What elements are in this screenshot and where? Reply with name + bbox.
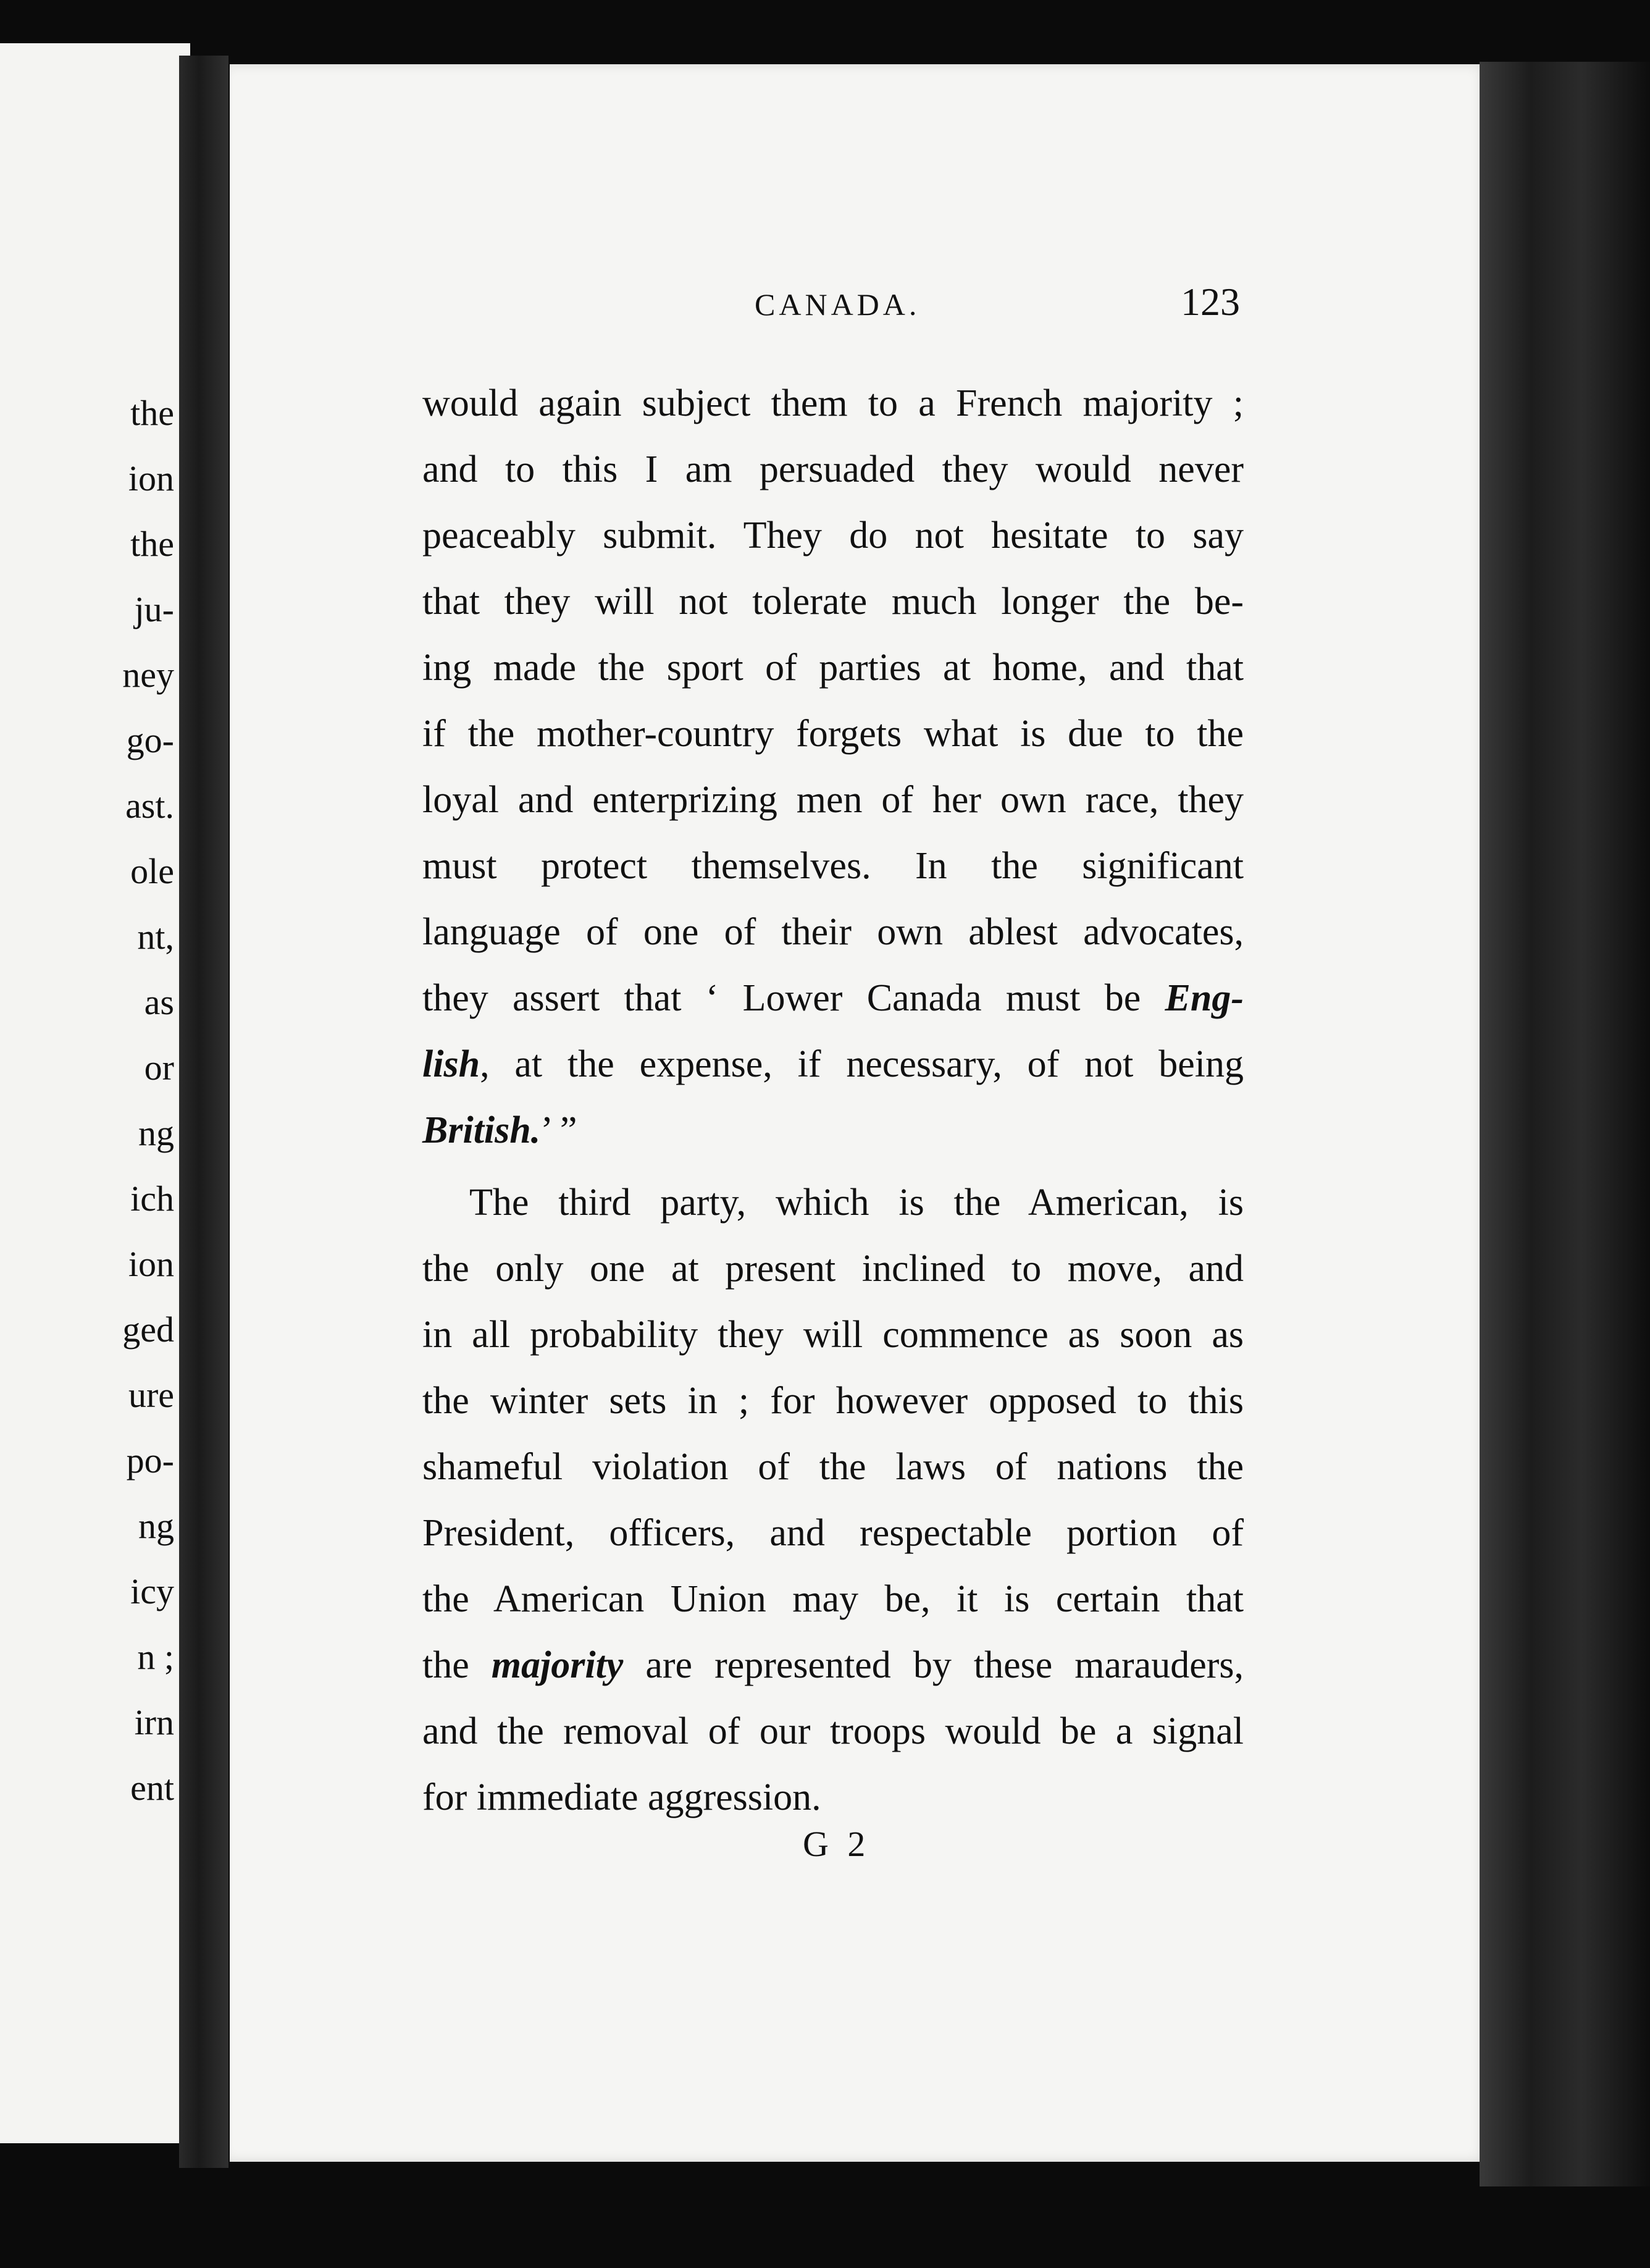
text-line (422, 1699, 1244, 1765)
text-line (422, 1098, 1244, 1164)
text-segment: that they will not tolerate much longer the be- (422, 581, 1244, 623)
text-line (422, 635, 1244, 701)
text-segment: , at the expense, if necessary, of not being (480, 1043, 1244, 1085)
left-page (0, 43, 190, 2143)
text-line (422, 965, 1244, 1031)
text-line (422, 371, 1244, 437)
text-segment: must protect themselves. In the significant (422, 845, 1244, 887)
page-number: 123 (1181, 280, 1240, 324)
left-page-fragment: ast. (125, 786, 174, 826)
paragraph-2 (422, 1170, 1244, 1831)
left-page-fragment: ent (130, 1768, 174, 1808)
text-line (422, 1368, 1244, 1434)
text-line (422, 437, 1244, 503)
text-line (422, 767, 1244, 833)
text-line (422, 1632, 1244, 1699)
left-page-fragment: po- (126, 1440, 174, 1480)
signature-mark: G 2 (803, 1824, 871, 1864)
left-page-fragment: ole (130, 851, 174, 891)
text-line (422, 1170, 1244, 1236)
left-page-fragment: ney (122, 655, 174, 695)
text-segment: if the mother-country forgets what is due to the (422, 713, 1244, 755)
left-page-fragment: ure (128, 1375, 174, 1415)
left-page-fragment: the (130, 393, 174, 433)
text-line (422, 1566, 1244, 1632)
text-line (422, 569, 1244, 635)
italic-text: majority (491, 1644, 624, 1686)
text-segment: the American Union may be, it is certain that (422, 1578, 1244, 1620)
text-line (422, 1434, 1244, 1500)
text-line (422, 701, 1244, 767)
text-segment: peaceably submit. They do not hesitate to say (422, 514, 1244, 556)
text-segment: ’ ” (540, 1109, 577, 1151)
left-page-fragment: the (130, 524, 174, 564)
body-text (422, 371, 1244, 1831)
left-page-fragment: as (144, 982, 174, 1022)
left-page-fragment: ng (138, 1113, 174, 1153)
text-segment: and the removal of our troops would be a signal (422, 1710, 1244, 1752)
text-segment: the winter sets in ; for however opposed to this (422, 1380, 1244, 1422)
book-gutter (179, 56, 228, 2168)
left-page-fragment: ion (128, 1244, 174, 1284)
text-line (422, 833, 1244, 899)
text-segment: for immediate aggression. (422, 1776, 821, 1818)
left-page-fragment: nt, (137, 917, 174, 957)
running-head: CANADA. (755, 287, 921, 322)
left-page-fragment: irn (134, 1702, 174, 1742)
text-segment: in all probability they will commence as soon as (422, 1314, 1244, 1356)
text-segment: The third party, which is the American, is (469, 1182, 1244, 1224)
text-segment: loyal and enterprizing men of her own race, they (422, 779, 1244, 821)
text-line (422, 1031, 1244, 1098)
left-page-fragment: ich (130, 1178, 174, 1219)
text-segment: and to this I am persuaded they would never (422, 448, 1244, 490)
left-page-fragment: ion (128, 458, 174, 498)
italic-text: lish (422, 1043, 480, 1085)
left-page-text-fragments (0, 43, 185, 2143)
text-segment: would again subject them to a French majority ; (422, 382, 1244, 424)
left-page-fragment: n ; (137, 1637, 174, 1677)
left-page-fragment: go- (126, 720, 174, 760)
italic-text: British. (422, 1109, 541, 1151)
text-line (422, 1765, 1244, 1831)
left-page-fragment: or (144, 1048, 174, 1088)
text-segment: the only one at present inclined to move, and (422, 1248, 1244, 1290)
left-page-fragment: icy (130, 1571, 174, 1611)
text-line (422, 1236, 1244, 1302)
text-segment: ing made the sport of parties at home, and that (422, 647, 1244, 689)
text-line (422, 1500, 1244, 1566)
left-page-fragment: ged (122, 1309, 174, 1350)
text-segment: they assert that ‘ Lower Canada must be (422, 977, 1165, 1019)
text-line (422, 1302, 1244, 1368)
italic-text: Eng- (1165, 977, 1244, 1019)
page-edge-shadow (1480, 62, 1650, 2186)
text-line (422, 503, 1244, 569)
paragraph-1 (422, 371, 1244, 1164)
text-segment: shameful violation of the laws of nations the (422, 1446, 1244, 1488)
left-page-fragment: ng (138, 1506, 174, 1546)
text-segment: the (422, 1644, 492, 1686)
left-page-fragment: ju- (134, 589, 174, 629)
text-line (422, 899, 1244, 965)
text-segment: are represented by these marauders, (623, 1644, 1244, 1686)
text-segment: language of one of their own ablest advocates, (422, 911, 1244, 953)
text-segment: President, officers, and respectable portion of (422, 1512, 1244, 1554)
